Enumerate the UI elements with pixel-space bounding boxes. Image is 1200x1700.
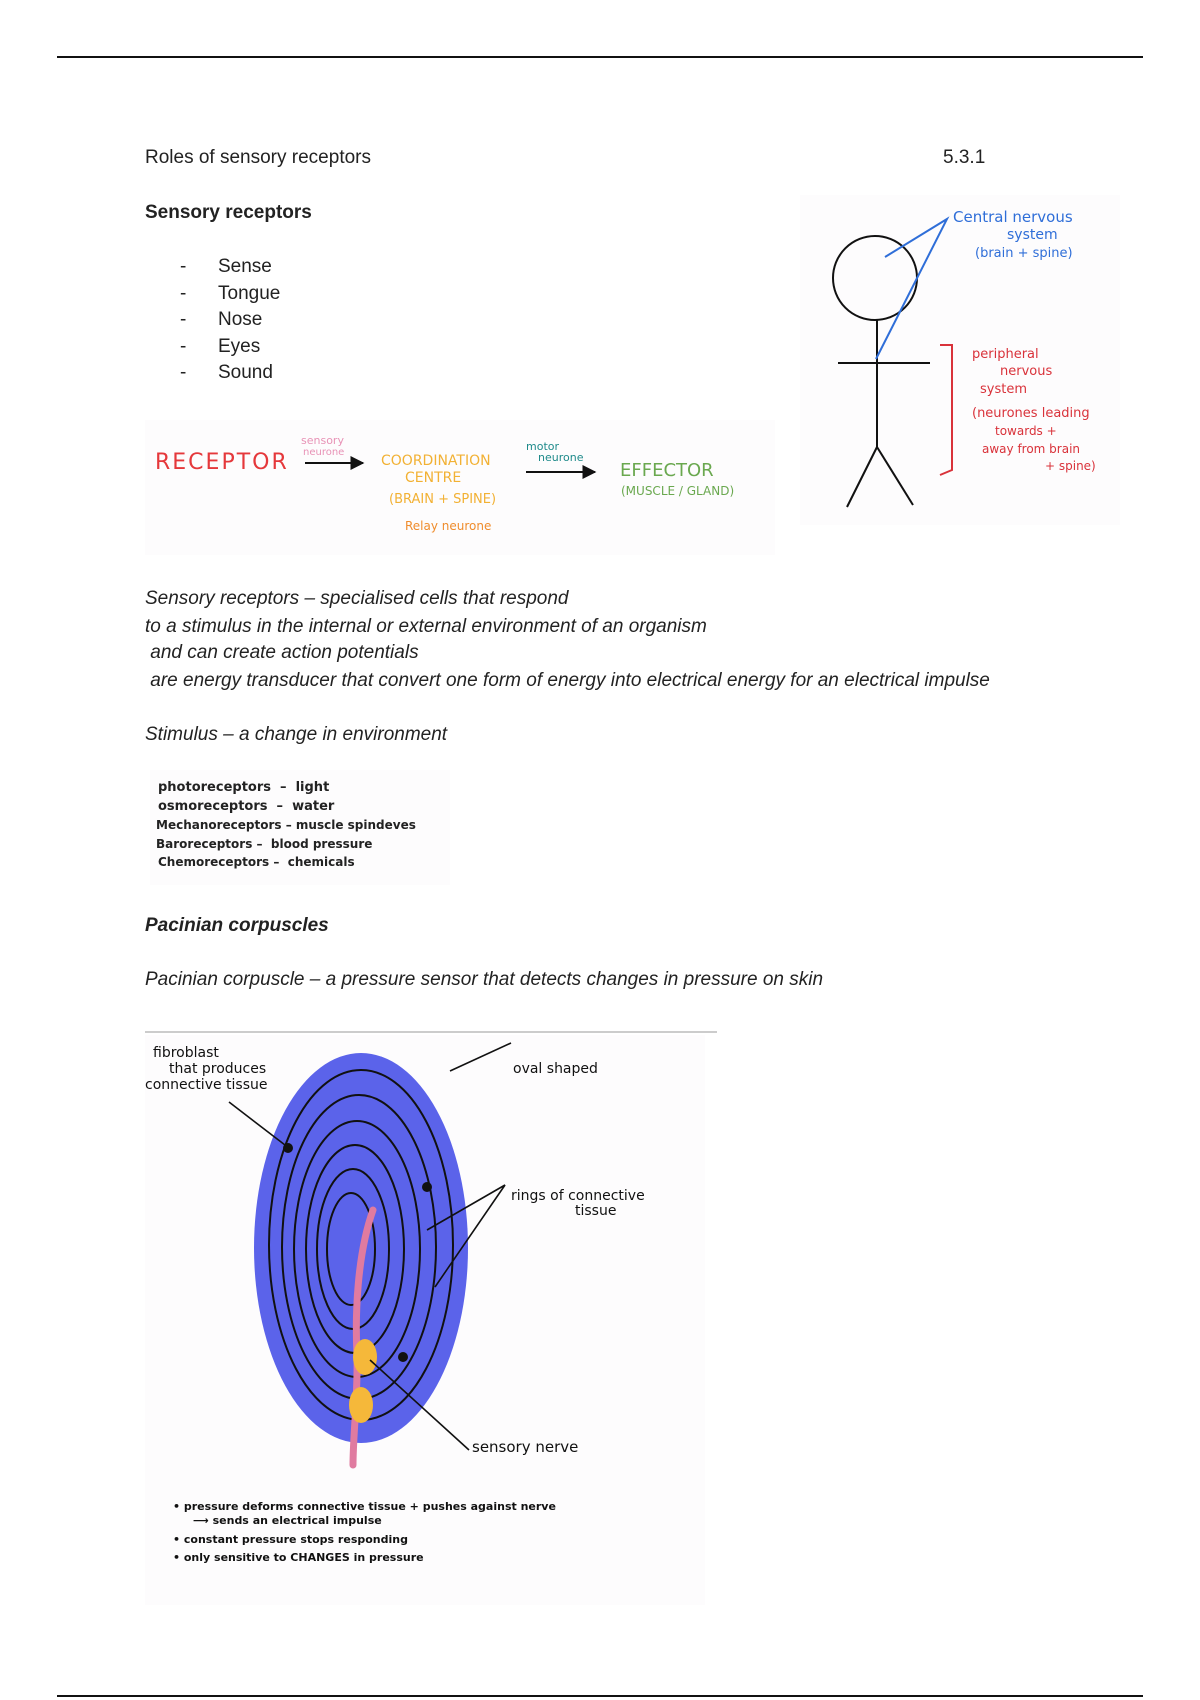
- stimulus-definition: Stimulus – a change in environment: [145, 724, 448, 745]
- fibroblast-dot: [398, 1352, 408, 1362]
- muscle-gland-label: (MUSCLE / GLAND): [621, 484, 735, 498]
- list-item: - Nose: [180, 309, 263, 331]
- relay-neurone-label: Relay neurone: [405, 519, 492, 533]
- cns-label-3: (brain + spine): [975, 246, 1073, 261]
- list-item: - Eyes: [180, 335, 261, 357]
- fibroblast-label-3: connective tissue: [145, 1077, 268, 1093]
- motor-neurone-label: motor: [526, 440, 560, 453]
- section-heading-sensory-receptors: Sensory receptors: [145, 202, 312, 223]
- nerve-node: [349, 1387, 373, 1423]
- right-leg: [877, 447, 913, 505]
- stick-figure-diagram: [800, 195, 1120, 525]
- pathway-diagram: [145, 420, 775, 555]
- definition-line: Sensory receptors – specialised cells that respond: [145, 588, 569, 609]
- rings-label: rings of connective: [511, 1188, 645, 1204]
- list-item: - Sound: [180, 362, 273, 384]
- top-rule: [57, 56, 1143, 58]
- oval-shaped-label: oval shaped: [513, 1061, 598, 1077]
- coordination-centre-label: COORDINATION: [381, 453, 491, 469]
- pathway-panel: [145, 420, 775, 555]
- head-circle: [833, 236, 917, 320]
- list-item: - Sense: [180, 256, 272, 278]
- pns-label-3: system: [980, 382, 1027, 397]
- fibroblast-label-2: that produces: [169, 1061, 267, 1077]
- receptor-label: RECEPTOR: [155, 450, 289, 475]
- pacinian-diagram: [145, 1035, 705, 1605]
- cns-label: Central nervous: [953, 208, 1073, 226]
- definition-line: to a stimulus in the internal or external environment of an organism: [145, 616, 707, 637]
- pns-label-4: (neurones leading: [972, 406, 1090, 421]
- pns-label-7: + spine): [1045, 459, 1096, 473]
- panel-top-rule: [145, 1031, 717, 1033]
- spec-reference: 5.3.1: [943, 147, 986, 168]
- pns-label-6: away from brain: [982, 442, 1081, 456]
- pacinian-definition: Pacinian corpuscle – a pressure sensor that detects changes in pressure on skin: [145, 969, 824, 990]
- receptor-type-item: Mechanoreceptors – muscle spindeves: [156, 818, 416, 832]
- nervous-system-panel: [800, 195, 1120, 525]
- list-item-label: Nose: [218, 309, 263, 331]
- note-item: • only sensitive to CHANGES in pressure: [173, 1551, 424, 1564]
- effector-label: EFFECTOR: [620, 460, 714, 481]
- section-heading-pacinian: Pacinian corpuscles: [145, 915, 329, 936]
- page-title: Roles of sensory receptors: [145, 147, 371, 168]
- pns-bracket: [940, 345, 952, 475]
- note-item: • pressure deforms connective tissue + pushes against nerve: [173, 1500, 556, 1513]
- cns-label-2: system: [1007, 227, 1058, 243]
- list-item-label: Sense: [218, 256, 272, 278]
- list-item: - Tongue: [180, 282, 281, 304]
- pns-label-5: towards +: [995, 424, 1057, 438]
- receptor-type-item: Baroreceptors – blood pressure: [156, 837, 373, 851]
- list-item-label: Eyes: [218, 335, 261, 357]
- list-item-label: Sound: [218, 362, 273, 384]
- rings-label-2: tissue: [575, 1203, 617, 1219]
- list-item-label: Tongue: [218, 282, 281, 304]
- note-item: • constant pressure stops responding: [173, 1533, 408, 1546]
- cns-pointer-lines: [876, 219, 947, 359]
- left-leg: [847, 447, 877, 507]
- pacinian-panel: [145, 1035, 705, 1605]
- fibroblast-label: fibroblast: [153, 1045, 219, 1061]
- sensory-nerve-label: sensory nerve: [472, 1438, 579, 1456]
- brain-spine-label: (BRAIN + SPINE): [389, 492, 497, 507]
- motor-neurone-label-2: neurone: [538, 451, 584, 464]
- sensory-neurone-label-2: neurone: [303, 447, 345, 458]
- receptor-type-item: Chemoreceptors – chemicals: [158, 855, 355, 869]
- receptor-type-item: osmoreceptors – water: [158, 799, 335, 814]
- bottom-rule: [57, 1695, 1143, 1697]
- pns-label-2: nervous: [1000, 364, 1053, 379]
- pns-label: peripheral: [972, 347, 1039, 362]
- definition-line: are energy transducer that convert one form of energy into electrical energy for an electrical impulse: [145, 670, 990, 691]
- coordination-centre-label-2: CENTRE: [405, 470, 462, 486]
- nerve-node: [353, 1339, 377, 1375]
- receptor-types-panel: [150, 770, 450, 885]
- definition-line: and can create action potentials: [145, 642, 419, 663]
- sensory-neurone-label: sensory: [301, 434, 344, 447]
- receptor-type-item: photoreceptors – light: [158, 780, 330, 795]
- fibroblast-dot: [422, 1182, 432, 1192]
- sense-list: [180, 254, 280, 387]
- note-item: ⟶ sends an electrical impulse: [193, 1514, 382, 1527]
